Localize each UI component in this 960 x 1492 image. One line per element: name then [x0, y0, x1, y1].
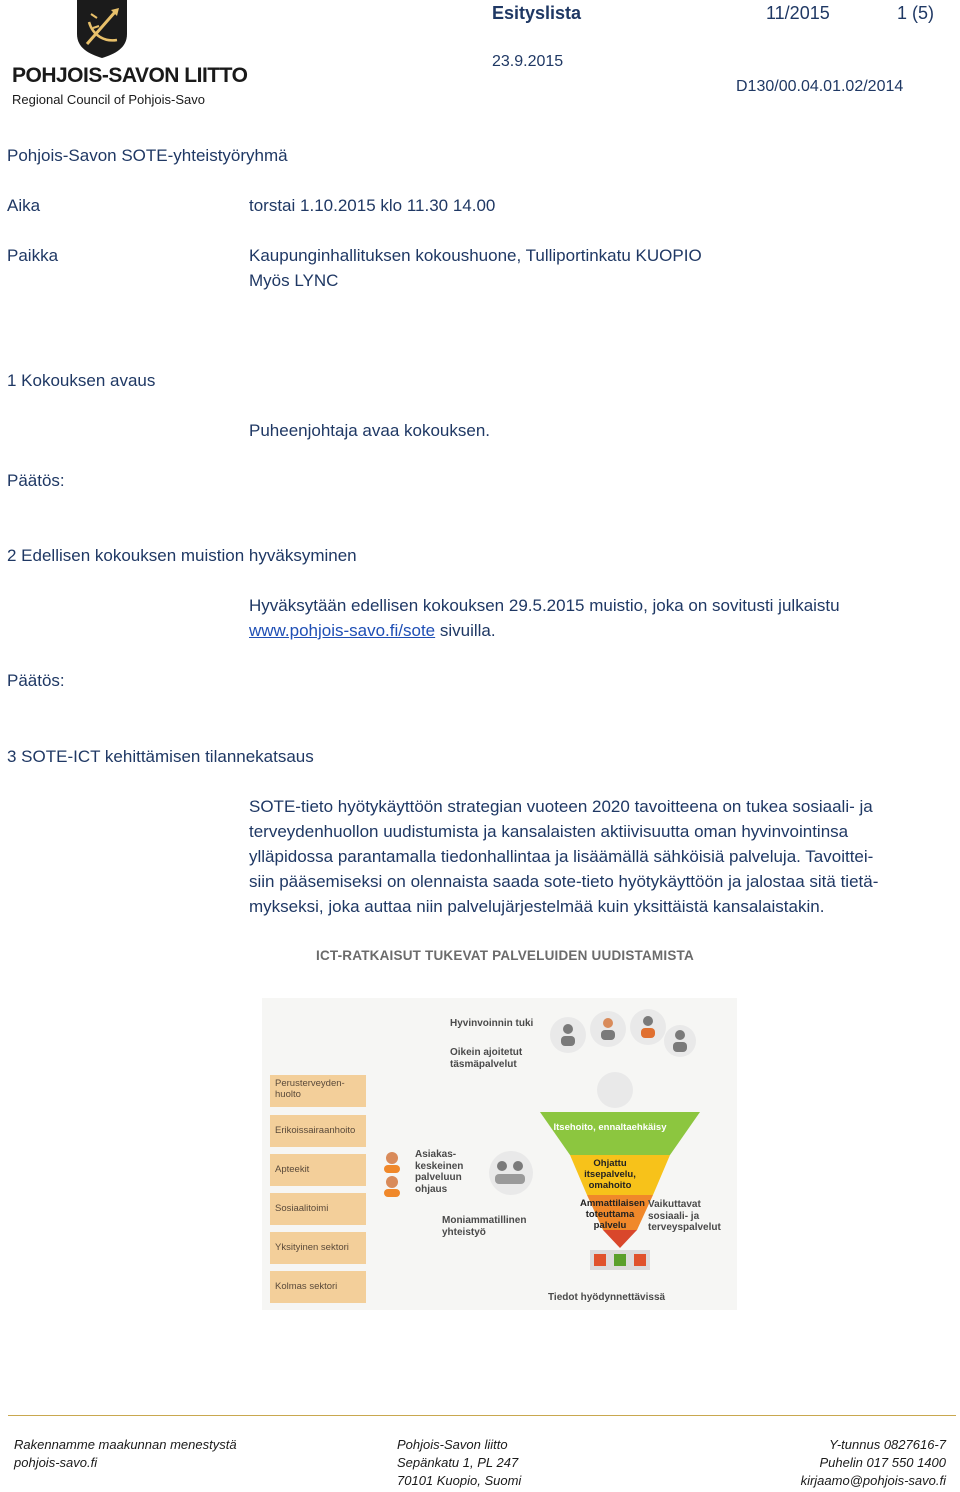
paragraph-line: SOTE-tieto hyötykäyttöön strategian vuoteen 2020 tavoitteena on tukea sosiaali- ja [249, 797, 873, 816]
reference-number: D130/00.04.01.02/2014 [736, 78, 904, 95]
coat-of-arms-icon [77, 0, 127, 58]
footer-email: kirjaamo@pohjois-savo.fi [800, 1473, 946, 1488]
sote-link[interactable]: www.pohjois-savo.fi/sote [249, 621, 436, 640]
paragraph-line: ylläpidossa parantamalla tiedonhallintaa ja lisäämällä sähköisiä palveluja. Tavoittei- [249, 847, 874, 866]
place-line-2: Myös LYNC [249, 271, 339, 290]
logo-subtitle: Regional Council of Pohjois-Savo [12, 92, 205, 107]
label-vaikuttavat: Vaikuttavat sosiaali- ja terveyspalvelut [648, 1199, 721, 1233]
label-oikein: Oikein ajoitetut täsmäpalvelut [450, 1047, 523, 1070]
people-group-icon [548, 1005, 698, 1065]
item-2-decision-label: Päätös: [7, 671, 65, 690]
document-number: 11/2015 [766, 3, 830, 23]
document-date: 23.9.2015 [492, 53, 564, 70]
item-1-heading: 1 Kokouksen avaus [7, 371, 156, 390]
footer-street: Sepänkatu 1, PL 247 [397, 1455, 519, 1470]
sector-box: Sosiaalitoimi [270, 1193, 366, 1225]
time-label: Aika [7, 196, 41, 215]
label-moni: Moniammatillinen yhteistyö [442, 1215, 527, 1238]
funnel-label-ohjattu: Ohjattu itsepalvelu, omahoito [584, 1158, 636, 1191]
footer-website: pohjois-savo.fi [14, 1455, 98, 1470]
footer-phone: Puhelin 017 550 1400 [819, 1455, 946, 1470]
paragraph-line: siin pääsemiseksi on olennaista saada sote-tieto hyötykäyttöön ja jalostaa sitä tietä- [249, 872, 879, 891]
item-1-decision-label: Päätös: [7, 471, 65, 490]
link-suffix: sivuilla. [435, 621, 496, 640]
figure-title: ICT-RATKAISUT TUKEVAT PALVELUIDEN UUDISTAMISTA [316, 948, 694, 963]
place-line-1: Kaupunginhallituksen kokoushuone, Tulliportinkatu KUOPIO [249, 246, 702, 265]
customer-people-icon [380, 1148, 410, 1200]
footer-business-id: Y-tunnus 0827616-7 [829, 1437, 946, 1452]
item-2-text: Hyväksytään edellisen kokouksen 29.5.2015 muistio, joka on sovitusti julkaistu [249, 596, 840, 615]
footer-postal: 70101 Kuopio, Suomi [397, 1473, 522, 1488]
footer-slogan: Rakennamme maakunnan menestystä [14, 1437, 237, 1452]
time-value: torstai 1.10.2015 klo 11.30 14.00 [249, 196, 496, 215]
sector-box: Erikoissairaanhoito [270, 1115, 366, 1147]
footer-divider [8, 1415, 956, 1416]
item-2-text-line-2 [249, 618, 496, 643]
funnel-label-itsehoito: Itsehoito, ennaltaehkäisy [553, 1122, 667, 1133]
care-team-icon [482, 1148, 540, 1198]
item-1-text: Puheenjohtaja avaa kokouksen. [249, 421, 491, 440]
label-hyvinvointi: Hyvinvoinnin tuki [450, 1018, 534, 1029]
logo-name: POHJOIS-SAVON LIITTO [12, 64, 248, 87]
sector-box: Perusterveyden- huolto [270, 1075, 366, 1107]
paragraph-line: terveydenhuollon uudistumista ja kansalaisten aktiivisuutta oman hyvinvointinsa [249, 822, 849, 841]
label-tiedot: Tiedot hyödynnettävissä [548, 1292, 666, 1303]
paragraph-line: mykseksi, joka auttaa niin palvelujärjestelmää kuin yksittäistä kansalaistakin. [249, 897, 825, 916]
place-label: Paikka [7, 246, 59, 265]
item-3-heading: 3 SOTE-ICT kehittämisen tilannekatsaus [7, 747, 314, 766]
page-number: 1 (5) [897, 3, 935, 23]
label-asiakas: Asiakas- keskeinen palveluun ohjaus [415, 1149, 464, 1195]
group-name: Pohjois-Savon SOTE-yhteistyöryhmä [7, 146, 288, 165]
item-2-heading: 2 Edellisen kokouksen muistion hyväksyminen [7, 546, 357, 565]
footer-org-name: Pohjois-Savon liitto [397, 1437, 508, 1452]
sector-box: Yksityinen sektori [270, 1232, 366, 1264]
sector-box: Apteekit [270, 1154, 366, 1186]
sector-box: Kolmas sektori [270, 1271, 366, 1303]
document-type: Esityslista [492, 3, 582, 23]
funnel-label-ammatti: Ammattilaisen toteuttama palvelu [580, 1198, 645, 1231]
